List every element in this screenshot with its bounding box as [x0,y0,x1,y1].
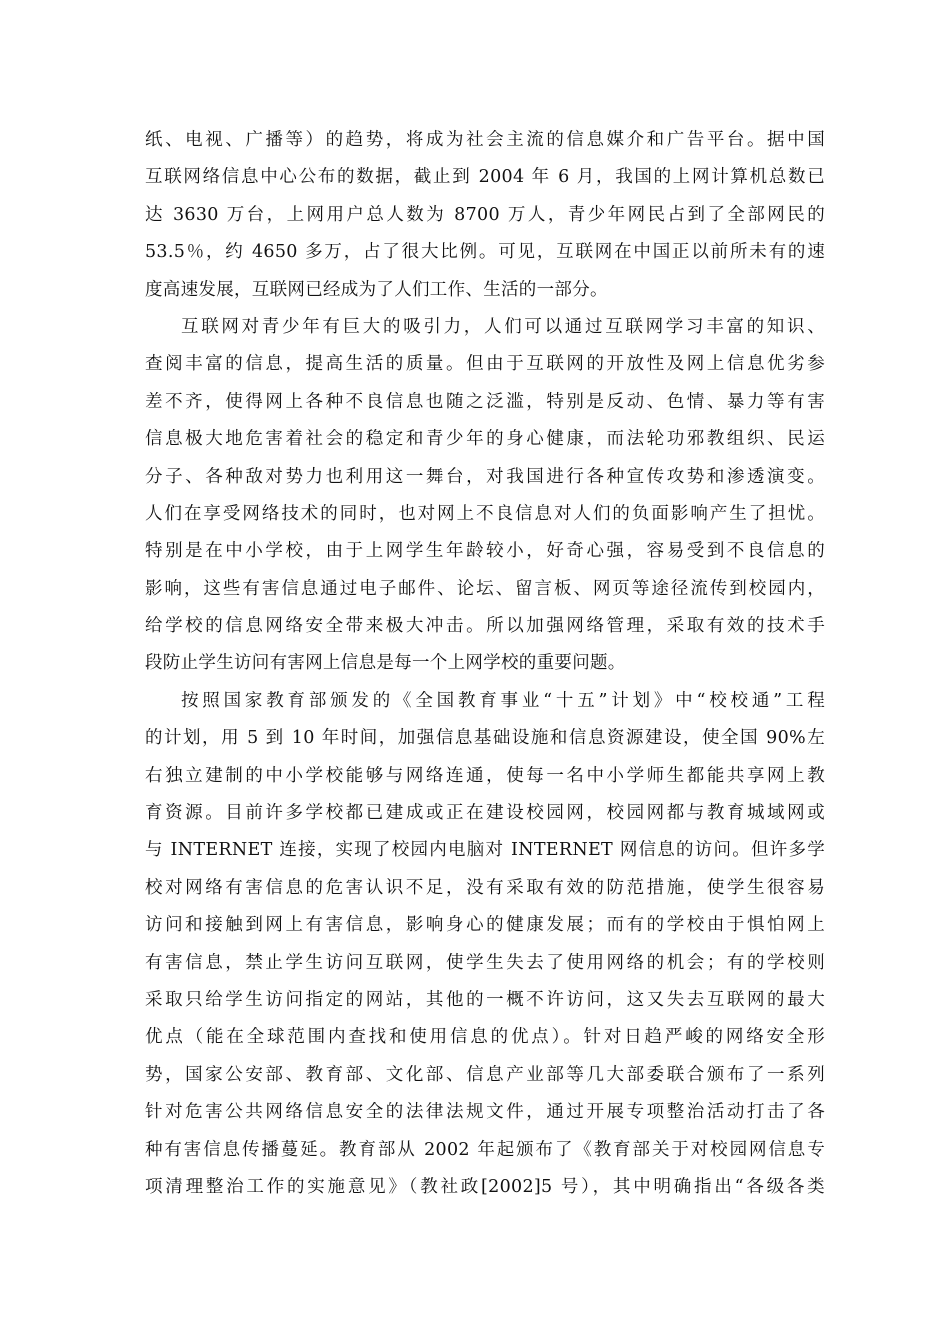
text-line: 特别是在中小学校，由于上网学生年龄较小，好奇心强，容易受到不良信息的 [145,541,825,562]
text-line: 互联网对青少年有巨大的吸引力，人们可以通过互联网学习丰富的知识、 [181,316,825,337]
text-line: 分子、各种敌对势力也利用这一舞台，对我国进行各种宣传攻势和渗透演变。 [145,466,825,487]
paragraph [145,309,825,683]
text-line: 种有害信息传播蔓延。教育部从 2002 年起颁布了《教育部关于对校园网信息专 [145,1139,825,1160]
text-line: 给学校的信息网络安全带来极大冲击。所以加强网络管理，采取有效的技术手 [145,616,825,637]
text-line: 势，国家公安部、教育部、文化部、信息产业部等几大部委联合颁布了一系列 [145,1064,825,1085]
text-line: 采取只给学生访问指定的网站，其他的一概不许访问，这又失去互联网的最大 [145,989,825,1010]
text-line: 校对网络有害信息的危害认识不足，没有采取有效的防范措施，使学生很容易 [145,877,825,898]
text-line: 与 INTERNET 连接，实现了校园内电脑对 INTERNET 网信息的访问。但许多学 [145,840,825,861]
text-line: 按照国家教育部颁发的《全国教育事业“十五”计划》中“校校通”工程 [181,690,825,711]
text-line: 的计划，用 5 到 10 年时间，加强信息基础设施和信息资源建设，使全国 90%左 [145,728,825,749]
text-line: 育资源。目前许多学校都已建成或正在建设校园网，校园网都与教育城域网或 [145,803,825,824]
text-line: 优点（能在全球范围内查找和使用信息的优点）。针对日趋严峻的网络安全形 [145,1027,825,1048]
text-line: 影响，这些有害信息通过电子邮件、论坛、留言板、网页等途径流传到校园内， [145,578,825,599]
body-text [145,122,825,1206]
text-line: 针对危害公共网络信息安全的法律法规文件，通过开展专项整治活动打击了各 [145,1102,825,1123]
text-line: 信息极大地危害着社会的稳定和青少年的身心健康，而法轮功邪教组织、民运 [145,429,825,450]
text-line: 达 3630 万台，上网用户总人数为 8700 万人，青少年网民占到了全部网民的 [145,204,825,225]
text-line: 纸、电视、广播等）的趋势，将成为社会主流的信息媒介和广告平台。据中国 [145,130,825,150]
text-line: 差不齐，使得网上各种不良信息也随之泛滥，特别是反动、色情、暴力等有害 [145,391,825,412]
text-line: 访问和接触到网上有害信息，影响身心的健康发展；而有的学校由于惧怕网上 [145,915,825,936]
paragraph [145,122,825,309]
text-line: 有害信息，禁止学生访问互联网，使学生失去了使用网络的机会；有的学校则 [145,952,825,973]
text-line: 右独立建制的中小学校能够与网络连通，使每一名中小学师生都能共享网上教 [145,765,825,786]
text-line: 项清理整治工作的实施意见》（教社政[2002]5 号），其中明确指出“各级各类 [145,1176,825,1197]
text-line: 度高速发展，互联网已经成为了人们工作、生活的一部分。 [145,279,608,300]
text-line: 段防止学生访问有害网上信息是每一个上网学校的重要问题。 [145,653,626,674]
text-line: 人们在享受网络技术的同时，也对网上不良信息对人们的负面影响产生了担忧。 [145,503,825,524]
text-line: 查阅丰富的信息，提高生活的质量。但由于互联网的开放性及网上信息优劣参 [145,354,825,375]
text-line: 互联网络信息中心公布的数据，截止到 2004 年 6 月，我国的上网计算机总数已 [145,167,825,188]
paragraph [145,683,825,1206]
text-line: 53.5％，约 4650 多万，占了很大比例。可见，互联网在中国正以前所未有的速 [145,242,825,263]
